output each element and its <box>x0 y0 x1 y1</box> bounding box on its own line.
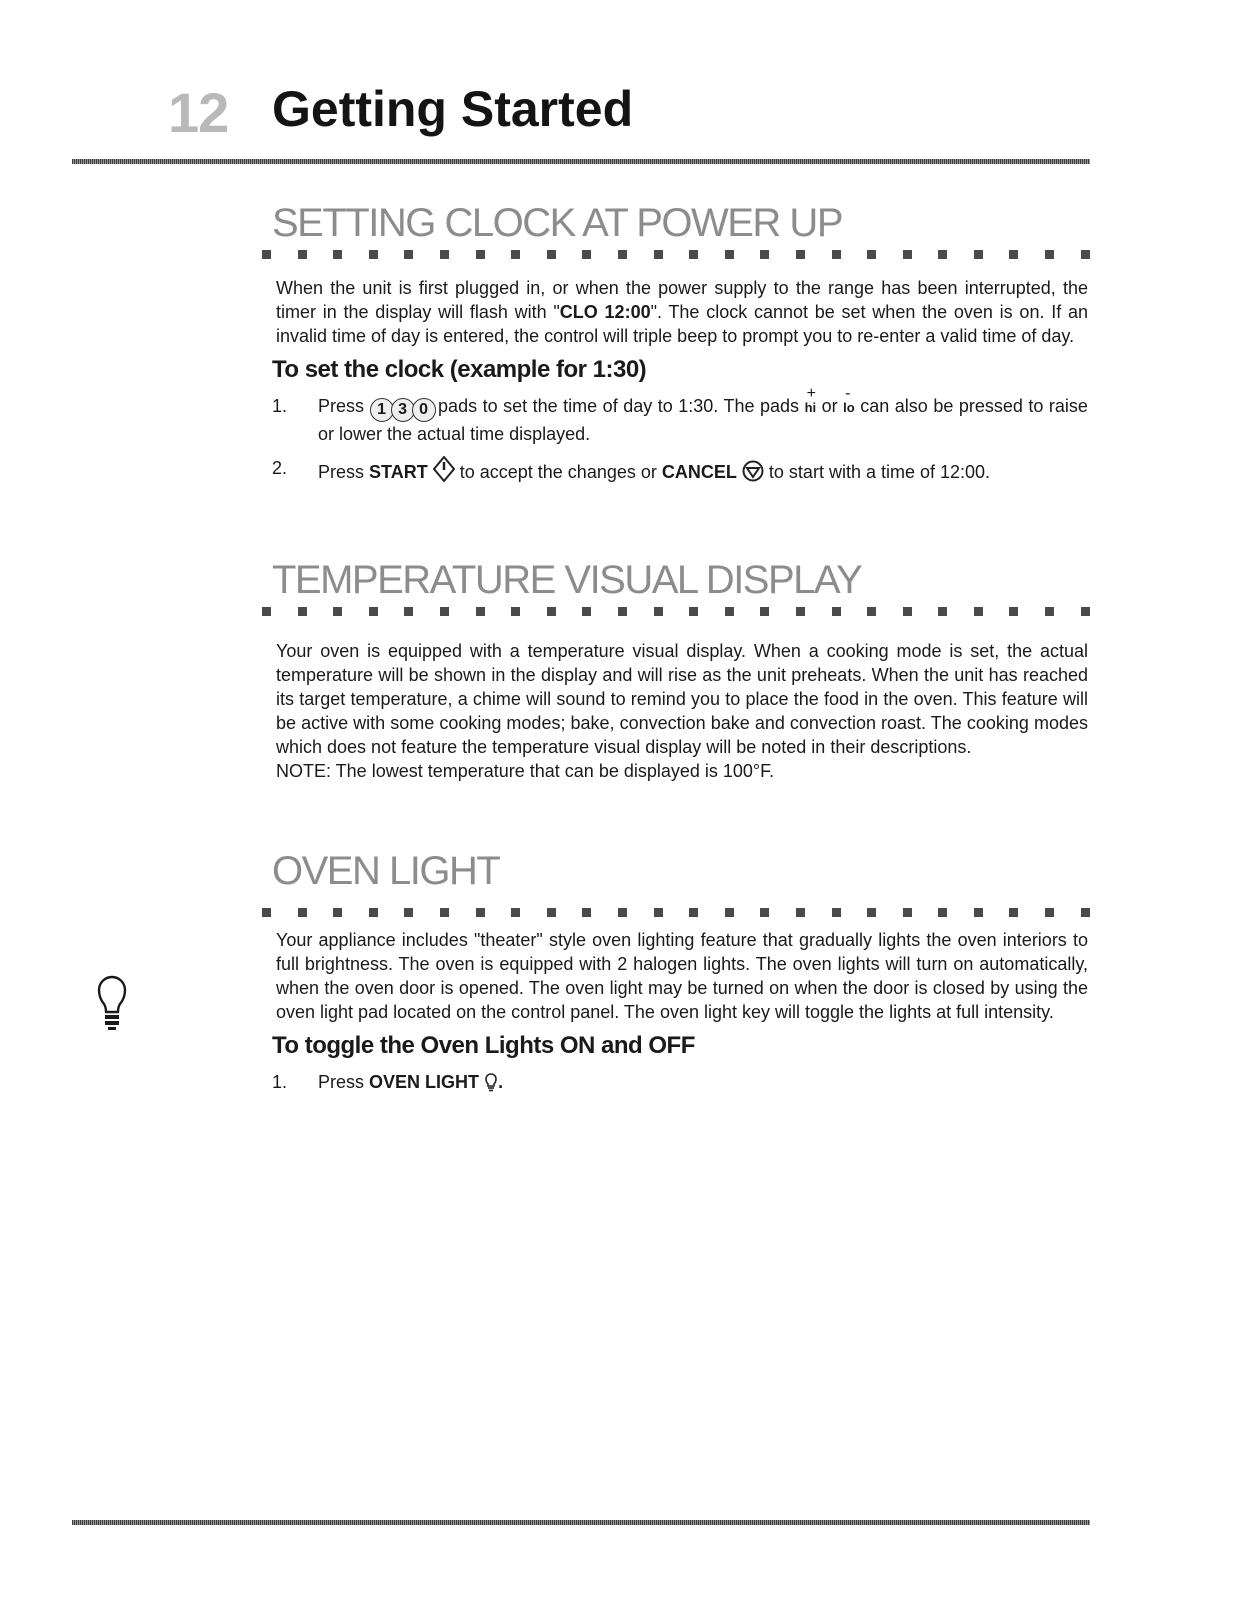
light-bulb-icon[interactable] <box>484 1070 498 1098</box>
footer-rule <box>72 1520 1090 1525</box>
divider-dot <box>1081 908 1090 917</box>
divider-dot <box>760 908 769 917</box>
section-heading-oven-light: OVEN LIGHT <box>272 849 500 893</box>
divider-dot <box>760 250 769 259</box>
divider-dot <box>1009 250 1018 259</box>
divider-dot <box>689 607 698 616</box>
divider-dot <box>1081 250 1090 259</box>
oven-light-key-label: OVEN LIGHT <box>369 1072 480 1092</box>
divider-dot <box>333 607 342 616</box>
divider-dot <box>440 250 449 259</box>
divider-dot <box>867 250 876 259</box>
divider-dot <box>618 607 627 616</box>
divider-dot <box>938 908 947 917</box>
start-icon[interactable] <box>433 456 455 488</box>
divider-dot <box>867 607 876 616</box>
divider-dot <box>333 908 342 917</box>
divider-dot <box>725 908 734 917</box>
divider-dot <box>832 908 841 917</box>
section-oven-light <box>262 848 1094 1108</box>
divider-dot <box>832 250 841 259</box>
divider-dot <box>547 607 556 616</box>
divider-dot <box>832 607 841 616</box>
start-key-label: START <box>369 462 428 482</box>
section-temperature-display <box>262 557 1094 783</box>
divider-dot <box>547 250 556 259</box>
clock-subheading: To set the clock (example for 1:30) <box>272 356 647 383</box>
divider-dot <box>1045 250 1054 259</box>
divider-dot <box>404 607 413 616</box>
divider-dot <box>582 250 591 259</box>
divider-dot <box>511 908 520 917</box>
section-setting-clock <box>262 200 1094 498</box>
clock-steps <box>262 385 1094 488</box>
cancel-key-label: CANCEL <box>661 462 737 482</box>
divider-dot <box>262 607 271 616</box>
divider-dot <box>689 908 698 917</box>
divider-dot <box>1081 607 1090 616</box>
divider-dot <box>511 250 520 259</box>
divider-dot <box>725 250 734 259</box>
divider-dot <box>298 607 307 616</box>
clock-step-1: 1. Press 1 3 0 pads to set the time of day to 1:30. The pads + hi or - lo can also be pressed to raise or lower the actual time displayed. <box>272 385 1088 444</box>
clock-display-text: CLO 12:00 <box>559 302 651 322</box>
divider-dot <box>938 250 947 259</box>
clock-step-2: 2. Press START to accept the changes or CANCEL to start with a time of 12:00. <box>272 456 1088 488</box>
divider-dot <box>476 250 485 259</box>
divider-dot <box>440 908 449 917</box>
header-rule <box>72 159 1090 164</box>
oven-light-side-icon <box>94 970 130 1037</box>
divider-dot <box>654 250 663 259</box>
oven-light-paragraph: Your appliance includes "theater" style oven lighting feature that gradually lights the oven interiors to full brightness. The oven is equipped with 2 halogen lights. The oven lights will turn on automatically, when the oven door is opened. The oven light may be turned on when the door is closed by using the oven light pad located on the control panel. The oven light key will toggle the lights at full intensity. <box>276 930 1088 1022</box>
divider-dot <box>547 908 556 917</box>
divider-dot <box>938 607 947 616</box>
lo-pad[interactable]: - lo <box>843 385 855 415</box>
divider-dot <box>440 607 449 616</box>
divider-dot <box>725 607 734 616</box>
divider-dot <box>1009 908 1018 917</box>
divider-dot <box>867 908 876 917</box>
section-heading-clock: SETTING CLOCK AT POWER UP <box>272 201 842 245</box>
divider-dot <box>404 908 413 917</box>
key-1-button[interactable]: 1 <box>370 398 394 422</box>
divider-dot <box>476 607 485 616</box>
key-0-button[interactable]: 0 <box>412 398 436 422</box>
section-heading-temperature: TEMPERATURE VISUAL DISPLAY <box>272 558 862 602</box>
divider-dot <box>404 250 413 259</box>
divider-dot <box>369 607 378 616</box>
divider-dot <box>654 908 663 917</box>
clock-paragraph: When the unit is first plugged in, or when the power supply to the range has been interrupted, the timer in the display will flash with "CLO 12:00". The clock cannot be set when the oven is on. If an invalid time of day is entered, the control will triple beep to prompt you to re-enter a valid time of day. <box>276 278 1088 346</box>
divider-dot <box>369 250 378 259</box>
cancel-icon[interactable] <box>742 460 764 488</box>
divider-dot <box>654 607 663 616</box>
page-number: 12 <box>168 81 229 144</box>
temperature-note: NOTE: The lowest temperature that can be displayed is 100°F. <box>276 761 775 781</box>
divider-dot <box>618 250 627 259</box>
dot-divider <box>262 906 1094 918</box>
dot-divider <box>262 605 1094 617</box>
divider-dot <box>1045 607 1054 616</box>
divider-dot <box>760 607 769 616</box>
divider-dot <box>582 908 591 917</box>
divider-dot <box>974 607 983 616</box>
divider-dot <box>262 250 271 259</box>
divider-dot <box>974 908 983 917</box>
dot-divider <box>262 248 1094 260</box>
divider-dot <box>903 908 912 917</box>
divider-dot <box>618 908 627 917</box>
divider-dot <box>689 250 698 259</box>
hi-pad[interactable]: + hi <box>804 385 817 415</box>
divider-dot <box>333 250 342 259</box>
divider-dot <box>1045 908 1054 917</box>
temperature-paragraph: Your oven is equipped with a temperature visual display. When a cooking mode is set, the actual temperature will be shown in the display and will rise as the unit preheats. When the unit has reached its target temperature, a chime will sound to remind you to place the food in the oven. This feature will be active with some cooking modes; bake, convection bake and convection roast. The cooking modes which does not feature the temperature visual display will be noted in their descriptions. NOTE: The lowest temperature that can be displayed is 100°F. <box>276 641 1088 781</box>
key-3-button[interactable]: 3 <box>391 398 415 422</box>
divider-dot <box>796 607 805 616</box>
divider-dot <box>796 250 805 259</box>
divider-dot <box>298 250 307 259</box>
divider-dot <box>974 250 983 259</box>
oven-light-steps <box>262 1070 1094 1098</box>
oven-light-subheading: To toggle the Oven Lights ON and OFF <box>272 1032 695 1059</box>
divider-dot <box>369 908 378 917</box>
divider-dot <box>511 607 520 616</box>
divider-dot <box>298 908 307 917</box>
divider-dot <box>262 908 271 917</box>
divider-dot <box>1009 607 1018 616</box>
divider-dot <box>796 908 805 917</box>
divider-dot <box>903 250 912 259</box>
divider-dot <box>476 908 485 917</box>
divider-dot <box>582 607 591 616</box>
divider-dot <box>903 607 912 616</box>
page-title: Getting Started <box>272 81 634 137</box>
oven-light-step-1: 1. Press OVEN LIGHT . <box>272 1070 1088 1098</box>
